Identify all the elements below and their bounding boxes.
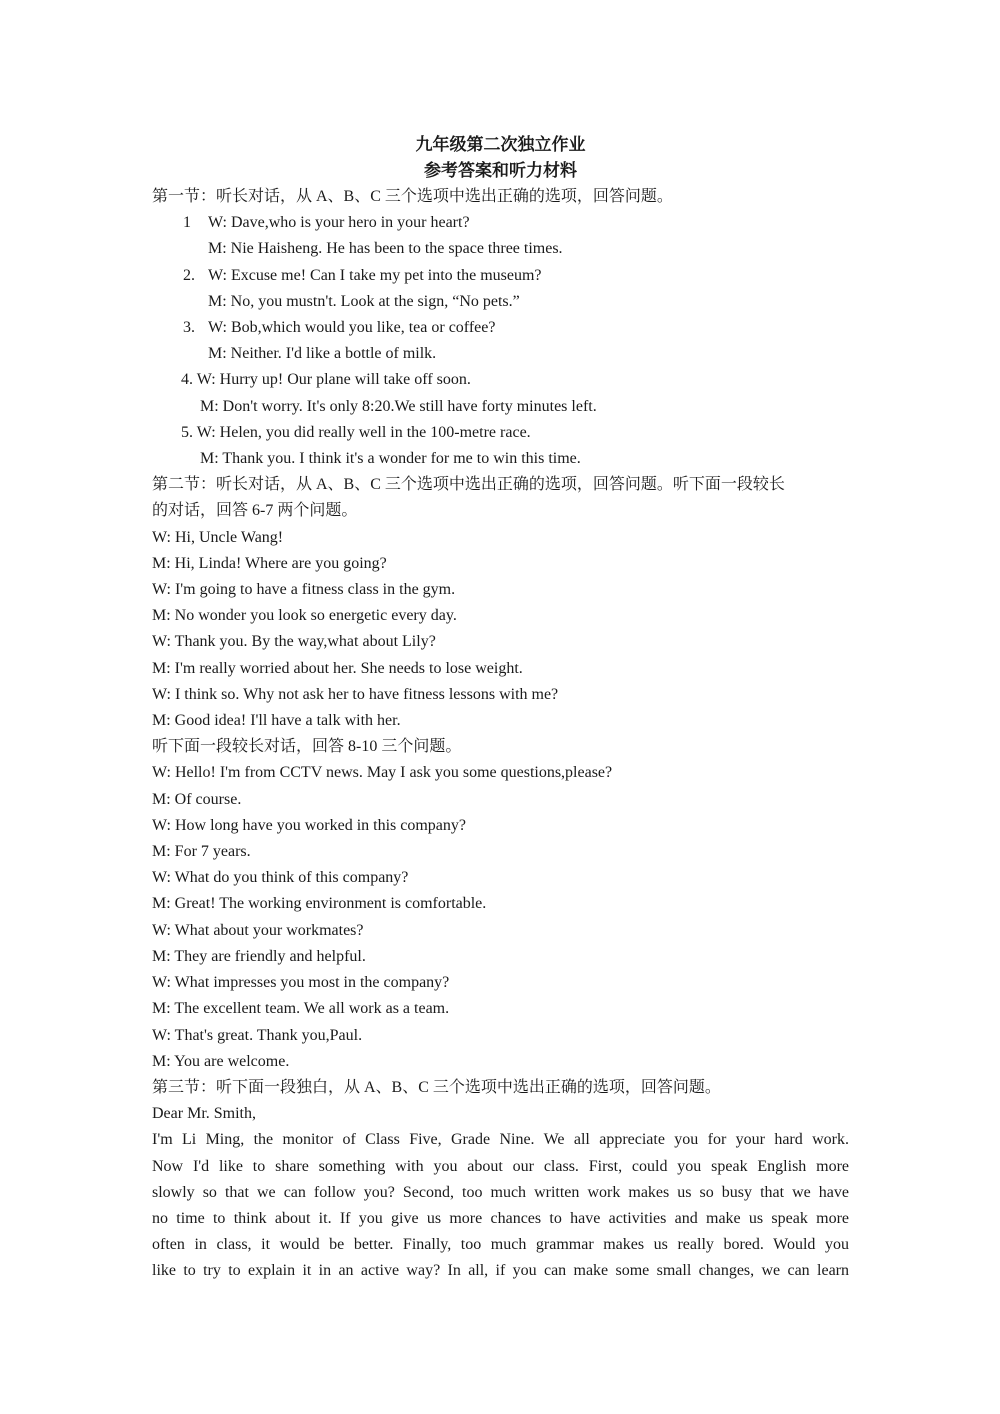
section3-heading: 第三节：听下面一段独白，从 A、B、C 三个选项中选出正确的选项，回答问题。: [152, 1078, 721, 1096]
dialog-line: 2. W: Excuse me! Can I take my pet into the museum?: [152, 263, 849, 289]
section1-item: [152, 420, 849, 472]
dialog-line: M: Good idea! I'll have a talk with her.: [152, 712, 401, 730]
dialog-line: W: How long have you worked in this company?: [152, 816, 467, 834]
question-number: 4.: [181, 371, 193, 389]
dialog-line: W: That's great. Thank you,Paul.: [152, 1026, 363, 1044]
letter-line: like to try to explain it in an active way? In all, if you can make some small changes, we can learn: [152, 1262, 849, 1280]
dialog-line: M: You are welcome.: [152, 1052, 290, 1070]
dialog-line: M: Of course.: [152, 790, 242, 808]
dialog-line: W: I think so. Why not ask her to have fitness lessons with me?: [152, 685, 559, 703]
dialog-line: M: They are friendly and helpful.: [152, 947, 366, 965]
dialog-line: M: The excellent team. We all work as a team.: [152, 1000, 450, 1018]
section2-heading-cont: 的对话，回答 6-7 两个问题。: [152, 502, 358, 520]
question-number: 2.: [183, 266, 195, 284]
dialog-line: W: What impresses you most in the company?: [152, 974, 450, 992]
section1-heading: 第一节：听长对话，从 A、B、C 三个选项中选出正确的选项，回答问题。: [152, 188, 673, 205]
dialog-line: 5. W: Helen, you did really well in the 100-metre race.: [181, 423, 531, 441]
section1-item: [152, 367, 849, 419]
dialog-line: W: I'm going to have a fitness class in the gym.: [152, 581, 456, 599]
dialog-line: M: No wonder you look so energetic every day.: [152, 607, 457, 625]
dialog-line: 1 W: Dave,who is your hero in your heart?: [152, 210, 849, 236]
dialog-line: W: Thank you. By the way,what about Lily?: [152, 633, 436, 651]
letter-line: often in class, it would be better. Finally, too much grammar makes us really bored. Would you: [152, 1236, 849, 1254]
dialog-line: M: Great! The working environment is comfortable.: [152, 895, 487, 913]
question-number: 3.: [183, 319, 195, 337]
dialog-line: M: Neither. I'd like a bottle of milk.: [208, 345, 437, 363]
dialog-line: 3. W: Bob,which would you like, tea or coffee?: [152, 315, 849, 341]
section1-item: [152, 210, 849, 262]
section2-subheading: 听下面一段较长对话，回答 8-10 三个问题。: [152, 738, 462, 756]
section1-item: [152, 315, 849, 367]
question-number: 1: [183, 214, 191, 232]
dialog-line: M: Hi, Linda! Where are you going?: [152, 554, 387, 572]
document-title: 九年级第二次独立作业: [415, 135, 586, 154]
dialog-line: W: What about your workmates?: [152, 921, 364, 939]
dialog-line: M: Nie Haisheng. He has been to the space three times.: [208, 240, 563, 258]
letter-line: I'm Li Ming, the monitor of Class Five, Grade Nine. We all appreciate you for your hard work.: [152, 1131, 849, 1149]
section1-item: [152, 263, 849, 315]
dialog-line: M: No, you mustn't. Look at the sign, “No pets.”: [208, 292, 520, 310]
document-page: [152, 132, 849, 1285]
dialog-line: 4. W: Hurry up! Our plane will take off soon.: [181, 371, 471, 389]
dialog-line: W: What do you think of this company?: [152, 869, 409, 887]
dialog-line: W: Hi, Uncle Wang!: [152, 528, 284, 546]
letter-line: no time to think about it. If you give us more chances to have activities and make us speak more: [152, 1209, 849, 1227]
dialog-line: W: Hello! I'm from CCTV news. May I ask you some questions,please?: [152, 764, 613, 782]
dialog-line: M: I'm really worried about her. She needs to lose weight.: [152, 659, 523, 677]
section2-heading: 第二节：听长对话，从 A、B、C 三个选项中选出正确的选项，回答问题。听下面一段较长: [152, 476, 785, 494]
letter-line: slowly so that we can follow you? Second, too much written work makes us so busy that we have: [152, 1183, 849, 1201]
dialog-line: M: Don't worry. It's only 8:20.We still have forty minutes left.: [200, 397, 597, 415]
question-number: 5.: [181, 423, 193, 441]
letter-line: Now I'd like to share something with you about our class. First, could you speak English more: [152, 1157, 849, 1175]
dialog-line: M: Thank you. I think it's a wonder for me to win this time.: [200, 450, 581, 468]
letter-salutation: Dear Mr. Smith,: [152, 1105, 256, 1123]
dialog-line: M: For 7 years.: [152, 843, 251, 861]
document-subtitle: 参考答案和听力材料: [424, 161, 577, 180]
